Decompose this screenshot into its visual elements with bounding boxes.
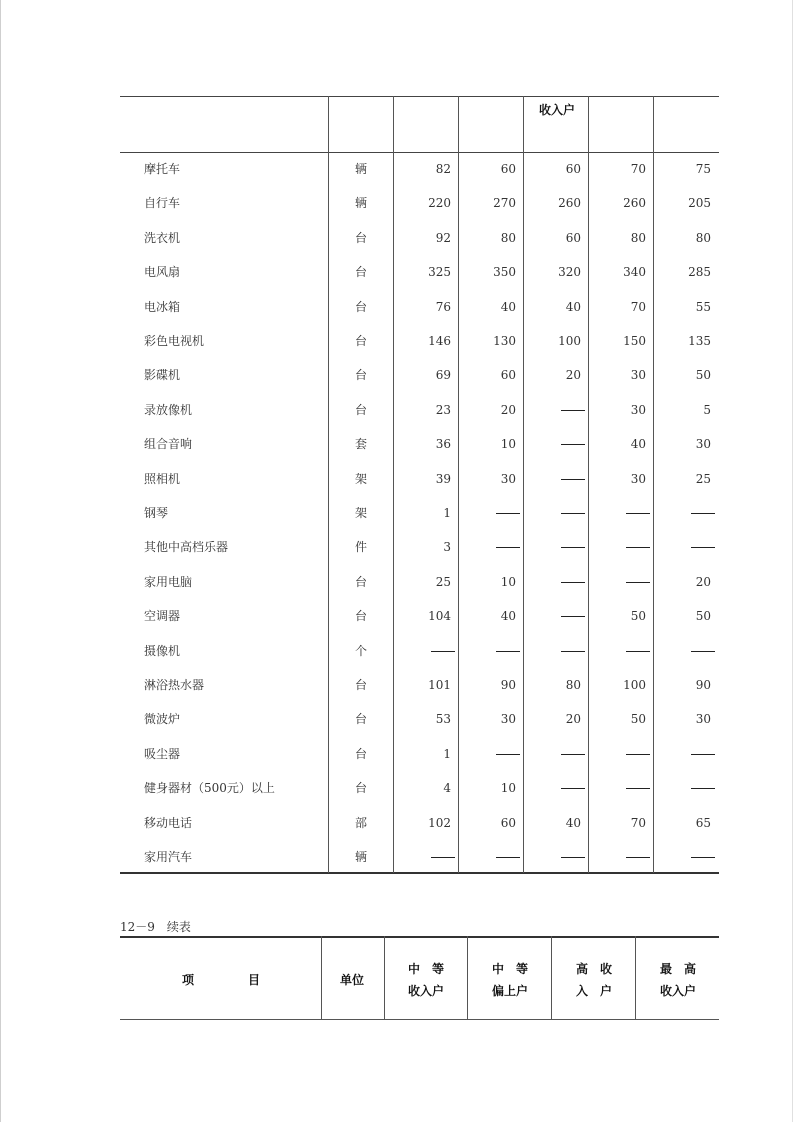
table-row (120, 152, 719, 186)
value-cell: 82 (435, 162, 451, 176)
value-cell: 205 (688, 196, 711, 211)
table-row (120, 324, 719, 358)
value-cell: 40 (500, 609, 516, 624)
empty-value-dash (394, 840, 451, 874)
sub-table-top-rule (120, 936, 719, 938)
item-name: 洗衣机 (144, 230, 181, 245)
column-divider (551, 936, 552, 1020)
empty-value-dash (589, 771, 646, 805)
value-cell: 260 (558, 196, 581, 211)
item-unit: 台 (354, 781, 367, 796)
empty-value-dash (459, 737, 516, 771)
empty-value-dash (394, 634, 451, 668)
item-unit: 辆 (354, 196, 367, 211)
table-row (120, 221, 719, 255)
item-unit: 台 (354, 299, 367, 314)
item-unit: 个 (354, 643, 367, 658)
empty-value-dash (589, 840, 646, 874)
empty-value-dash (524, 840, 581, 874)
value-cell: 75 (695, 162, 711, 176)
value-cell: 1 (443, 746, 451, 761)
empty-value-dash (654, 496, 711, 530)
table-row (120, 806, 719, 840)
value-cell: 340 (623, 265, 646, 280)
item-name: 彩色电视机 (144, 334, 205, 348)
value-cell: 20 (565, 368, 581, 383)
value-cell: 76 (435, 299, 451, 314)
dash-mark (496, 857, 520, 858)
dash-mark (496, 547, 520, 548)
dash-mark (691, 547, 715, 548)
empty-value-dash (524, 393, 581, 427)
empty-value-dash (524, 427, 581, 461)
item-unit: 架 (354, 506, 367, 520)
column-divider (384, 936, 385, 1020)
header-col4-line2: 收入户 (660, 984, 697, 998)
item-unit: 台 (354, 712, 367, 727)
table-number: 12－9 (120, 920, 155, 934)
table-top-rule (120, 96, 719, 97)
dash-mark (626, 651, 650, 652)
item-name: 电冰箱 (144, 299, 181, 314)
dash-mark (691, 513, 715, 514)
value-cell: 30 (500, 471, 516, 486)
value-cell: 65 (695, 815, 711, 830)
item-name: 微波炉 (144, 712, 181, 727)
empty-value-dash (524, 462, 581, 496)
table-row (120, 496, 719, 530)
header-label: 收入户 (538, 103, 575, 117)
value-cell: 40 (565, 815, 581, 830)
value-cell: 50 (630, 712, 646, 727)
empty-value-dash (589, 496, 646, 530)
dash-mark (431, 857, 455, 858)
table-row (120, 393, 719, 427)
item-name: 家用汽车 (144, 850, 193, 864)
value-cell: 260 (623, 196, 646, 211)
value-cell: 285 (688, 265, 711, 280)
value-cell: 36 (435, 437, 451, 452)
empty-value-dash (654, 634, 711, 668)
value-cell: 146 (428, 334, 451, 348)
empty-value-dash (524, 530, 581, 564)
item-unit: 台 (354, 334, 367, 348)
item-name: 组合音响 (144, 437, 193, 452)
value-cell: 60 (565, 230, 581, 245)
empty-value-dash (459, 634, 516, 668)
dash-mark (561, 547, 585, 548)
dash-mark (561, 479, 585, 480)
item-name: 家用电脑 (144, 574, 193, 589)
value-cell: 69 (435, 368, 451, 383)
item-name: 录放像机 (144, 402, 193, 417)
empty-value-dash (459, 496, 516, 530)
value-cell: 60 (500, 815, 516, 830)
item-unit: 台 (354, 368, 367, 383)
value-cell: 25 (435, 574, 451, 589)
value-cell: 70 (630, 299, 646, 314)
value-cell: 80 (565, 678, 581, 692)
value-cell: 20 (695, 574, 711, 589)
header-unit: 单位 (340, 973, 365, 987)
value-cell: 40 (565, 299, 581, 314)
empty-value-dash (589, 737, 646, 771)
value-cell: 90 (695, 678, 711, 692)
item-unit: 台 (354, 609, 367, 624)
value-cell: 50 (630, 609, 646, 624)
item-name: 健身器材（500元）以上 (144, 781, 275, 796)
table-row (120, 737, 719, 771)
value-cell: 70 (630, 162, 646, 176)
item-unit: 辆 (354, 850, 367, 864)
table-row (120, 290, 719, 324)
value-cell: 80 (500, 230, 516, 245)
item-name: 自行车 (144, 196, 181, 211)
table-row (120, 530, 719, 564)
header-col2-line2: 偏上户 (492, 984, 529, 998)
dash-mark (561, 788, 585, 789)
table-row (120, 565, 719, 599)
item-name: 摄像机 (144, 643, 181, 658)
value-cell: 90 (500, 678, 516, 692)
value-cell: 40 (500, 299, 516, 314)
table-row (120, 255, 719, 289)
empty-value-dash (459, 840, 516, 874)
value-cell: 70 (630, 815, 646, 830)
dash-mark (626, 857, 650, 858)
item-name: 影碟机 (144, 368, 181, 383)
value-cell: 4 (443, 781, 451, 796)
value-cell: 320 (558, 265, 581, 280)
item-unit: 辆 (354, 162, 367, 176)
header-item-1: 项 (182, 973, 195, 987)
table-caption (120, 918, 203, 935)
page-left-edge (0, 0, 1, 1122)
dash-mark (691, 754, 715, 755)
caption-text: 续表 (166, 920, 191, 934)
header-col3-line1: 高 收 (576, 962, 613, 976)
item-unit: 台 (354, 402, 367, 417)
value-cell: 60 (500, 368, 516, 383)
value-cell: 55 (695, 299, 711, 314)
empty-value-dash (524, 737, 581, 771)
item-name: 电风扇 (144, 265, 181, 280)
value-cell: 20 (565, 712, 581, 727)
item-name: 其他中高档乐器 (144, 540, 229, 555)
header-col1-line2: 收入户 (408, 984, 445, 998)
table-row (120, 668, 719, 702)
value-cell: 3 (443, 540, 451, 555)
item-unit: 台 (354, 746, 367, 761)
empty-value-dash (654, 840, 711, 874)
value-cell: 30 (630, 368, 646, 383)
value-cell: 92 (435, 230, 451, 245)
empty-value-dash (524, 565, 581, 599)
value-cell: 80 (630, 230, 646, 245)
item-name: 淋浴热水器 (144, 678, 205, 692)
empty-value-dash (524, 634, 581, 668)
item-name: 空调器 (144, 609, 181, 624)
household-goods-table (120, 96, 719, 873)
dash-mark (626, 788, 650, 789)
dash-mark (626, 547, 650, 548)
value-cell: 100 (623, 678, 646, 692)
value-cell: 150 (623, 334, 646, 348)
value-cell: 30 (695, 437, 711, 452)
column-divider (467, 936, 468, 1020)
continuation-table-header (120, 936, 719, 1020)
value-cell: 80 (695, 230, 711, 245)
item-name: 照相机 (144, 471, 181, 486)
empty-value-dash (589, 634, 646, 668)
dash-mark (561, 444, 585, 445)
dash-mark (626, 582, 650, 583)
table-row (120, 462, 719, 496)
header-item-2: 目 (248, 973, 261, 987)
dash-mark (496, 754, 520, 755)
dash-mark (496, 513, 520, 514)
item-name: 移动电话 (144, 815, 193, 830)
dash-mark (561, 616, 585, 617)
item-name: 钢琴 (144, 506, 169, 520)
column-divider (321, 936, 322, 1020)
value-cell: 39 (435, 471, 451, 486)
dash-mark (691, 651, 715, 652)
dash-mark (561, 651, 585, 652)
dash-mark (561, 857, 585, 858)
empty-value-dash (654, 771, 711, 805)
empty-value-dash (589, 565, 646, 599)
table-row (120, 427, 719, 461)
empty-value-dash (654, 530, 711, 564)
value-cell: 25 (695, 471, 711, 486)
value-cell: 53 (435, 712, 451, 727)
value-cell: 30 (695, 712, 711, 727)
empty-value-dash (524, 599, 581, 633)
table-row (120, 702, 719, 736)
item-name: 摩托车 (144, 162, 181, 176)
value-cell: 50 (695, 609, 711, 624)
column-divider (635, 936, 636, 1020)
value-cell: 50 (695, 368, 711, 383)
item-unit: 台 (354, 574, 367, 589)
value-cell: 10 (500, 437, 516, 452)
value-cell: 60 (500, 162, 516, 176)
empty-value-dash (524, 771, 581, 805)
dash-mark (561, 582, 585, 583)
value-cell: 5 (703, 402, 711, 417)
item-name: 吸尘器 (144, 746, 181, 761)
value-cell: 30 (500, 712, 516, 727)
value-cell: 220 (428, 196, 451, 211)
dash-mark (561, 513, 585, 514)
table-row (120, 634, 719, 668)
empty-value-dash (459, 530, 516, 564)
table-row (120, 186, 719, 220)
dash-mark (431, 651, 455, 652)
dash-mark (561, 410, 585, 411)
dash-mark (691, 788, 715, 789)
dash-mark (561, 754, 585, 755)
value-cell: 23 (435, 402, 451, 417)
value-cell: 20 (500, 402, 516, 417)
value-cell: 130 (493, 334, 516, 348)
dash-mark (626, 754, 650, 755)
table-row (120, 599, 719, 633)
empty-value-dash (654, 737, 711, 771)
value-cell: 102 (428, 815, 451, 830)
value-cell: 104 (428, 609, 451, 624)
item-unit: 部 (354, 815, 367, 830)
table-row (120, 358, 719, 392)
value-cell: 40 (630, 437, 646, 452)
value-cell: 30 (630, 471, 646, 486)
table-row (120, 771, 719, 805)
value-cell: 30 (630, 402, 646, 417)
item-unit: 台 (354, 265, 367, 280)
value-cell: 10 (500, 781, 516, 796)
header-col3-line2: 入 户 (576, 984, 613, 998)
sub-table-bottom-rule (120, 1019, 719, 1020)
value-cell: 270 (493, 196, 516, 211)
empty-value-dash (589, 530, 646, 564)
header-col1-line1: 中 等 (408, 962, 445, 976)
value-cell: 100 (558, 334, 581, 348)
value-cell: 350 (493, 265, 516, 280)
value-cell: 101 (428, 678, 451, 692)
header-col2-line1: 中 等 (492, 962, 529, 976)
value-cell: 135 (688, 334, 711, 348)
item-unit: 架 (354, 471, 367, 486)
value-cell: 1 (443, 506, 451, 520)
value-cell: 60 (565, 162, 581, 176)
item-unit: 套 (354, 437, 367, 452)
value-cell: 325 (428, 265, 451, 280)
table-row (120, 840, 719, 874)
dash-mark (496, 651, 520, 652)
dash-mark (626, 513, 650, 514)
value-cell: 10 (500, 574, 516, 589)
item-unit: 件 (354, 540, 367, 555)
header-col4-line1: 最 高 (660, 962, 697, 976)
item-unit: 台 (354, 678, 367, 692)
dash-mark (691, 857, 715, 858)
item-unit: 台 (354, 230, 367, 245)
empty-value-dash (524, 496, 581, 530)
